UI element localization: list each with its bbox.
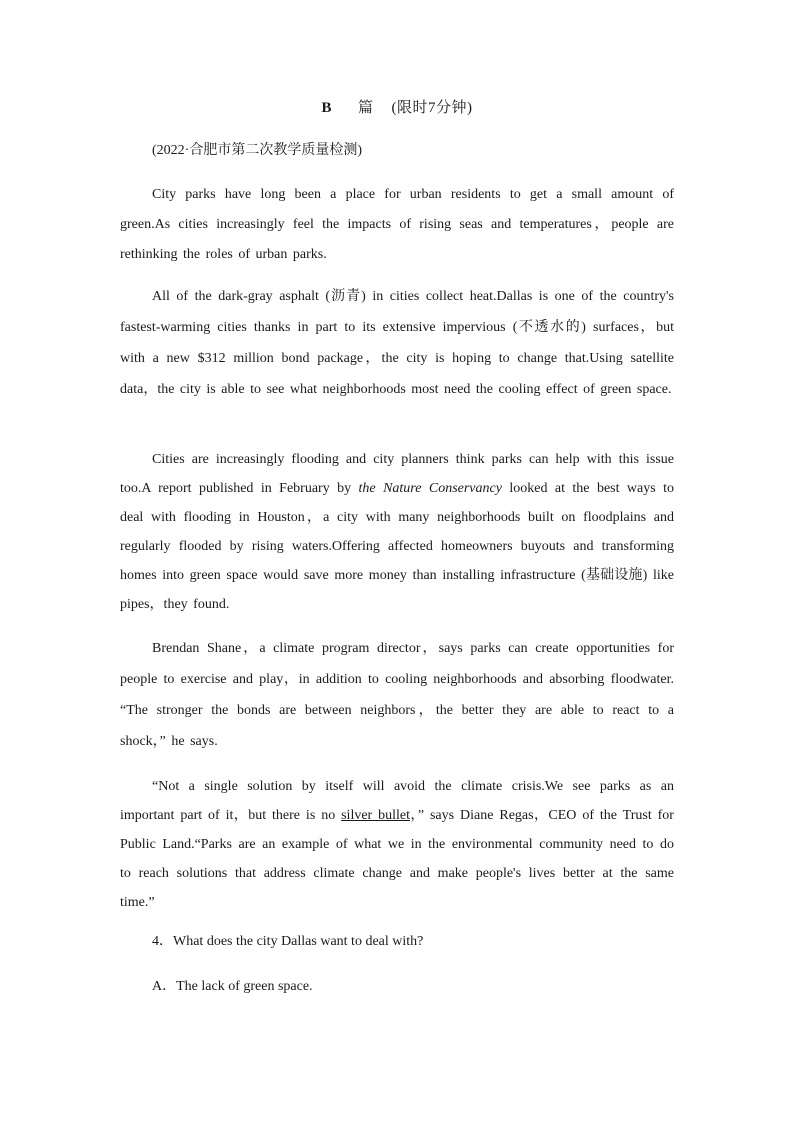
paragraph-2 [120, 281, 674, 405]
paragraph-3-text-end: looked at the best ways to deal with flooding in Houston，a city with many neighborhoods built on floodplains and regularly flooded by rising waters.Offering affected homeowners buyouts and transforming homes into green space would save more money than installing infrastructure (基础设施) like pipes，they found. [120, 481, 674, 612]
section-label: 篇 [358, 100, 374, 116]
paragraph-5 [120, 772, 674, 917]
paragraph-4 [120, 633, 674, 757]
organization-name: the Nature Conservancy [358, 481, 502, 496]
paragraph-4-text: Brendan Shane，a climate program director，says parks can create opportunities for people to exercise and play，in addition to cooling neighborhoods and absorbing floodwater. “The stronger the bonds are between neighbors，the better they are able to react to a shock，” he says. [120, 641, 674, 749]
paragraph-2-text: All of the dark-gray asphalt (沥青) in cities collect heat.Dallas is one of the country's fastest-warming cities thanks in part to its extensive impervious (不透水的) surfaces，but with a new $312 million bond package，the city is hoping to change that.Using satellite data，the city is able to see what neighborhoods most need the cooling effect of green space. [120, 289, 674, 397]
time-limit: (限时7分钟) [391, 100, 473, 116]
paragraph-5-text-end: ，” says Diane Regas，CEO of the Trust for Public Land.“Parks are an example of what we in the environmental community need to do to reach solutions that address climate change and make people's lives better at the same time.” [120, 808, 674, 910]
section-title [120, 96, 674, 117]
source-note: (2022·合肥市第二次教学质量检测) [152, 143, 362, 158]
section-letter: B [321, 100, 332, 116]
option-a: A．The lack of green space. [152, 979, 313, 994]
paragraph-5-text-start: “Not a single solution by itself will avoid the climate crisis.We see parks as an important part of it，but there is no [120, 779, 674, 823]
underlined-phrase: silver bullet [341, 808, 411, 823]
paragraph-1-text: City parks have long been a place for urban residents to get a small amount of green.As cities increasingly feel the impacts of rising seas and temperatures，people are rethinking the roles of urban parks. [120, 187, 674, 262]
paragraph-3-text-start: Cities are increasingly flooding and city planners think parks can help with this issue too.A report published in February by [120, 452, 674, 496]
paragraph-1 [120, 180, 674, 270]
question-4: 4．What does the city Dallas want to deal with? [152, 934, 424, 949]
paragraph-3 [120, 445, 674, 619]
